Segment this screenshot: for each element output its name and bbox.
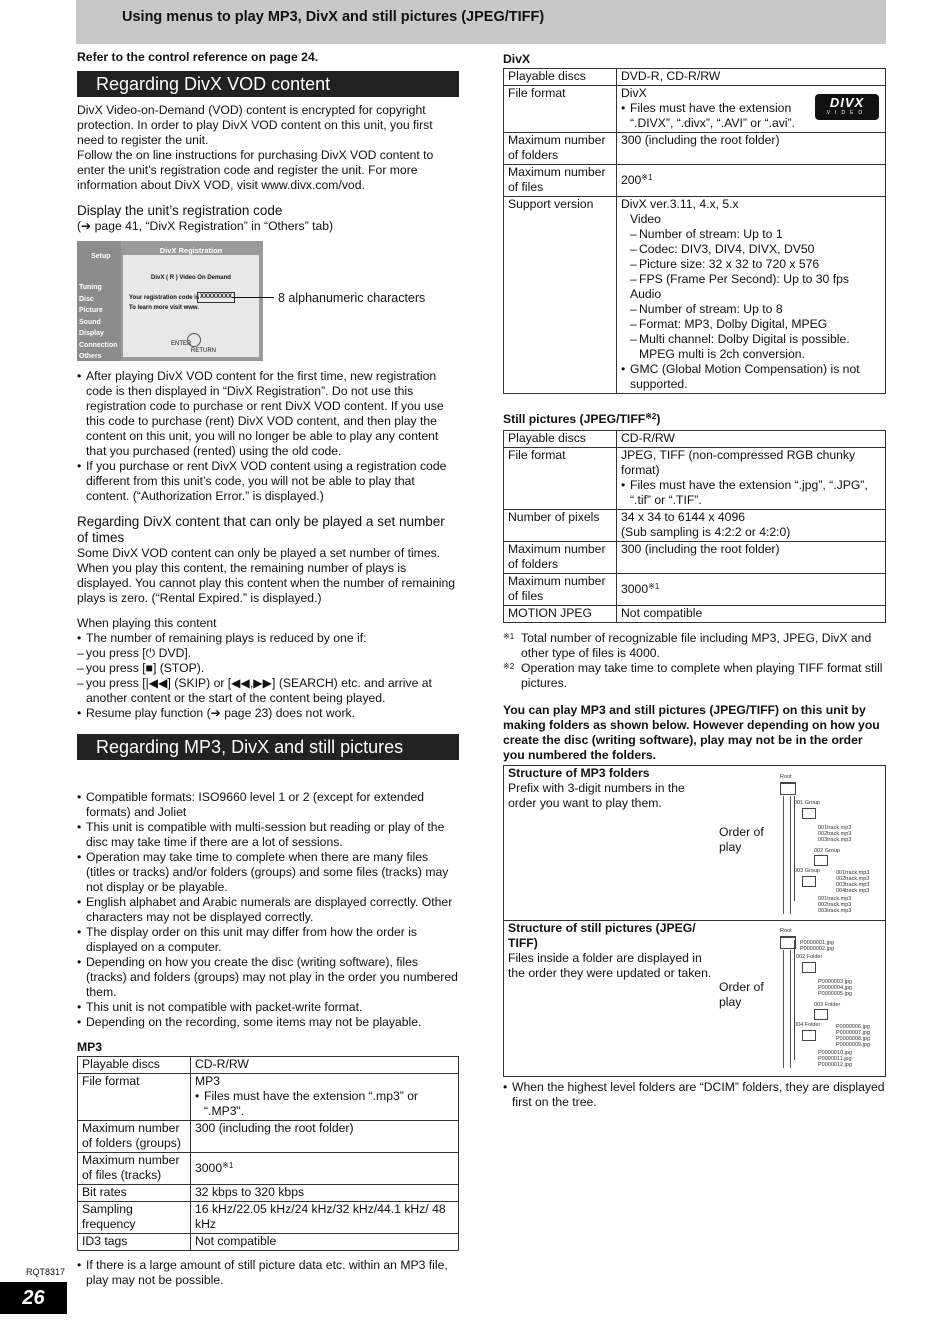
table-row: Sampling frequency 16 kHz/22.05 kHz/24 kHz/32 kHz/44.1 kHz/ 48 kHz: [78, 1202, 459, 1234]
tab-disc: Disc: [79, 296, 94, 303]
table-row: Playable discs CD-R/RW: [504, 431, 886, 448]
list-item: • This unit is not compatible with packet-write format.: [77, 1000, 459, 1015]
list-item: – you press [|◀◀] (SKIP) or [◀◀,▶▶] (SEARCH) etc. and arrive at another content or the start of the content being played.: [77, 676, 459, 706]
registration-notes: [77, 369, 459, 504]
list-item: • English alphabet and Arabic numerals are displayed correctly. Other characters may not be displayed correctly.: [77, 895, 459, 925]
list-item: • Resume play function (➔ page 23) does not work.: [77, 706, 459, 721]
set-times-heading: Regarding DivX content that can only be played a set number of times: [77, 514, 445, 545]
table-row: Number of pixels 34 x 34 to 6144 x 4096 (Sub sampling is 4:2:2 or 4:2:0): [504, 510, 886, 542]
screen-code-label: Your registration code is: [129, 295, 200, 301]
table-row: Maximum number of folders 300 (including the root folder): [504, 542, 886, 574]
tab-picture: Picture: [79, 307, 103, 314]
divx-logo: DIVX VIDEO: [815, 94, 879, 120]
tab-others: Others: [79, 353, 102, 360]
enter-dial-icon: [187, 333, 201, 347]
list-item: • Compatible formats: ISO9660 level 1 or 2 (except for extended formats) and Joliet: [77, 790, 459, 820]
registration-heading: Display the unit’s registration code: [77, 203, 283, 218]
table-row: Playable discs DVD-R, CD-R/RW: [504, 69, 886, 86]
table-row: MOTION JPEG Not compatible: [504, 606, 886, 623]
screen-learn: To learn more visit www.: [129, 305, 200, 311]
setup-sidebar: [77, 241, 121, 361]
mp3-heading: MP3: [77, 1040, 103, 1054]
still-heading: Still pictures (JPEG/TIFF$^{※2}$): [503, 412, 661, 426]
set-times-text: Some DivX VOD content can only be played a set number of times. When you play this content, the remaining number of plays is displayed. You cannot play this content when the number of remaining plays is zero. (“Rental Expired.” is displayed.): [77, 546, 456, 605]
tab-connection: Connection: [79, 342, 118, 349]
table-row: Playable discs CD-R/RW: [78, 1057, 459, 1074]
section-title-divx-vod: Regarding DivX VOD content: [77, 71, 459, 97]
tree-root: Root: [780, 774, 792, 780]
mp3-table: [77, 1056, 459, 1251]
mp3-bottom-note: • If there is a large amount of still picture data etc. within an MP3 file, play may not be possible.: [77, 1258, 459, 1288]
code-callout: 8 alphanumeric characters: [278, 291, 426, 305]
footnotes: [503, 631, 886, 691]
mp3-structure-text: Structure of MP3 folders Prefix with 3-digit numbers in the order you want to play them.: [508, 766, 685, 810]
screen-title: DivX Registration: [159, 246, 223, 255]
screen-sub: DivX ( R ) Video On Demand: [151, 275, 231, 281]
folder-icon: [802, 808, 816, 819]
setup-title: Setup: [91, 253, 111, 260]
screen-enter: ENTER: [171, 341, 192, 347]
table-row: ID3 tags Not compatible: [78, 1234, 459, 1251]
order-of-play-label: Order of play: [719, 980, 764, 1009]
folder-icon: [802, 876, 816, 887]
section-title-mp3-divx: Regarding MP3, DivX and still pictures: [77, 734, 459, 760]
table-row: File format JPEG, TIFF (non-compressed RGB chunky format) • Files must have the extension “.jpg”, “.JPG”, “.tif” or “.TIF”.: [504, 448, 886, 510]
table-row: Maximum number of folders 300 (including the root folder): [504, 133, 886, 165]
divx-heading: DivX: [503, 52, 531, 66]
folder-structure-box: [503, 765, 886, 1077]
still-table: [503, 430, 886, 623]
list-item: • The number of remaining plays is reduced by one if: – you press [⏻ DVD]. – you press [■] (STOP). – you press [|◀◀] (SKIP) or [◀◀,▶▶] (SEARCH) etc. and arrive at another content or the start of the content being played.: [77, 631, 459, 706]
registration-screen: [77, 241, 263, 361]
compat-notes: [77, 790, 459, 1030]
tree-root: Root: [780, 928, 792, 934]
tree-folder: 002 Folder: [796, 954, 823, 960]
list-item: – you press [⏻ DVD].: [77, 646, 459, 661]
divx-vod-intro: DivX Video-on-Demand (VOD) content is encrypted for copyright protection. In order to play DivX VOD content on this unit, you first need to register the unit. Follow the on line instructions for purchasing DivX VOD content to enter the unit’s registration code and register the unit. For more information about DivX VOD, visit www.divx.com/vod.: [77, 103, 434, 192]
when-playing-block: When playing this content • The number of remaining plays is reduced by one if: – you press [⏻ DVD]. – you press [■] (STOP). – you press [|◀◀] (SKIP) or [◀◀,▶▶] (SEARCH) etc. and arrive at another content or the start of the content being played. • Resume play function (➔ page 23) does not work.: [77, 616, 459, 721]
folder-icon: [780, 782, 796, 795]
table-row: File format MP3 • Files must have the extension “.mp3” or “.MP3”.: [78, 1074, 459, 1121]
footnote-2: ※2 Operation may take time to complete when playing TIFF format still pictures.: [503, 661, 883, 690]
list-item: • The display order on this unit may differ from how the order is displayed on a computer.: [77, 925, 459, 955]
folder-icon: [814, 1009, 828, 1020]
table-row: Support version DivX ver.3.11, 4.x, 5.x Video – Number of stream: Up to 1 – Codec: DIV3, DIV4, DIVX, DV50 – Picture size: 32 x 32 to 720 x 576 – FPS (Frame Per Second): Up to 30 fps Audio – Number of stream: Up to 8 – Format: MP3, Dolby Digital, MPEG – Multi channel: Dolby Digital is possible. MPEG multi is 2ch conversion. • GMC (Global Motion Compensation) is not supported.: [504, 197, 886, 394]
list-item: – you press [■] (STOP).: [77, 661, 459, 676]
dcim-note: • When the highest level folders are “DCIM” folders, they are displayed first on the tree.: [503, 1080, 886, 1110]
list-item: • This unit is compatible with multi-session but reading or play of the disc may take time if there are a lot of sessions.: [77, 820, 459, 850]
callout-line: [232, 297, 274, 298]
list-item: • After playing DivX VOD content for the first time, new registration code is then displayed in “DivX Registration”. Do not use this registration code to purchase or rent DivX VOD content. If you use this code to purchase (rent) DivX VOD content, and then play the content on this unit, you will no longer be able to play any content that you purchased (rented) using the old code.: [77, 369, 459, 459]
model-number: RQT8317: [26, 1267, 66, 1277]
folders-note: You can play MP3 and still pictures (JPEG/TIFF) on this unit by making folders as shown below. However depending on how you create the disc (writing software), play may not be in the order you numbered the folders.: [503, 703, 880, 762]
order-arrow-icon: [783, 796, 791, 914]
tree-folder: 004 Folder: [794, 1022, 821, 1028]
page-header: [76, 0, 886, 44]
tab-sound: Sound: [79, 319, 101, 326]
tab-tuning: Tuning: [79, 284, 102, 291]
registration-ref: (➔ page 41, “DivX Registration” in “Others” tab): [77, 219, 334, 233]
mp3-folder-tree: Root 001 Group 001track.mp3 002track.mp3 003track.mp3 002 Group 003 Group 001track.mp3 002track.mp3 003track.mp3 004track.mp3 001track.mp3 002track.mp3 003track.mp3: [780, 774, 870, 914]
tree-folder: 003 Folder: [814, 1002, 841, 1008]
table-row: Maximum number of files 200$^{※1}$: [504, 165, 886, 197]
list-item: • Depending on the recording, some items may not be playable.: [77, 1015, 459, 1030]
page-title: Using menus to play MP3, DivX and still pictures (JPEG/TIFF): [122, 9, 545, 25]
table-row: File format DivX • Files must have the extension “.DIVX”, “.divx”, “.AVI” or “.avi”. DIVX VIDEO: [504, 86, 886, 133]
footnote-1: ※1 Total number of recognizable file including MP3, JPEG, DivX and other type of files is 4000.: [503, 631, 872, 660]
divx-table: [503, 68, 886, 394]
tree-folder: 003 Group: [794, 868, 820, 874]
table-row: Bit rates 32 kbps to 320 kbps: [78, 1185, 459, 1202]
order-arrow-icon: [783, 950, 791, 1068]
table-row: Maximum number of files 3000$^{※1}$: [504, 574, 886, 606]
screen-code: XXXXXXXX: [197, 292, 235, 303]
folder-icon: [802, 962, 816, 973]
tree-folder: 001 Group: [794, 800, 820, 806]
screen-panel: [123, 255, 259, 357]
still-folder-tree: Root P0000001.jpg P0000002.jpg 002 Folder P0000003.jpg P0000004.jpg P0000005.jpg 003 Folder 004 Folder P0000006.jpg P0000007.jpg P0000008.jpg P0000009.jpg P0000010.jpg P0000011.jpg P0000012.jpg: [780, 928, 870, 1068]
folder-icon: [802, 1030, 816, 1041]
refer-note: Refer to the control reference on page 24.: [77, 50, 319, 64]
folder-icon: [814, 855, 828, 866]
screen-return: RETURN: [191, 348, 216, 354]
list-item: • If you purchase or rent DivX VOD content using a registration code different from this unit’s code, you will not be able to play that content. (“Authorization Error.” is displayed.): [77, 459, 459, 504]
tab-display: Display: [79, 330, 104, 337]
page-number: 26: [0, 1282, 67, 1314]
tree-folder: 002 Group: [814, 848, 840, 854]
table-row: Maximum number of folders (groups) 300 (including the root folder): [78, 1121, 459, 1153]
list-item: • Depending on how you create the disc (writing software), files (tracks) and folders (groups) may not play in the order you numbered them.: [77, 955, 459, 1000]
still-structure-text: Structure of still pictures (JPEG/ TIFF) Files inside a folder are displayed in the order they were updated or taken.: [508, 921, 712, 980]
order-of-play-label: Order of play: [719, 825, 764, 854]
list-item: • Operation may take time to complete when there are many files (titles or tracks) and/or folders (groups) and some files (tracks) may not display or be playable.: [77, 850, 459, 895]
table-row: Maximum number of files (tracks) 3000$^{※1}$: [78, 1153, 459, 1185]
